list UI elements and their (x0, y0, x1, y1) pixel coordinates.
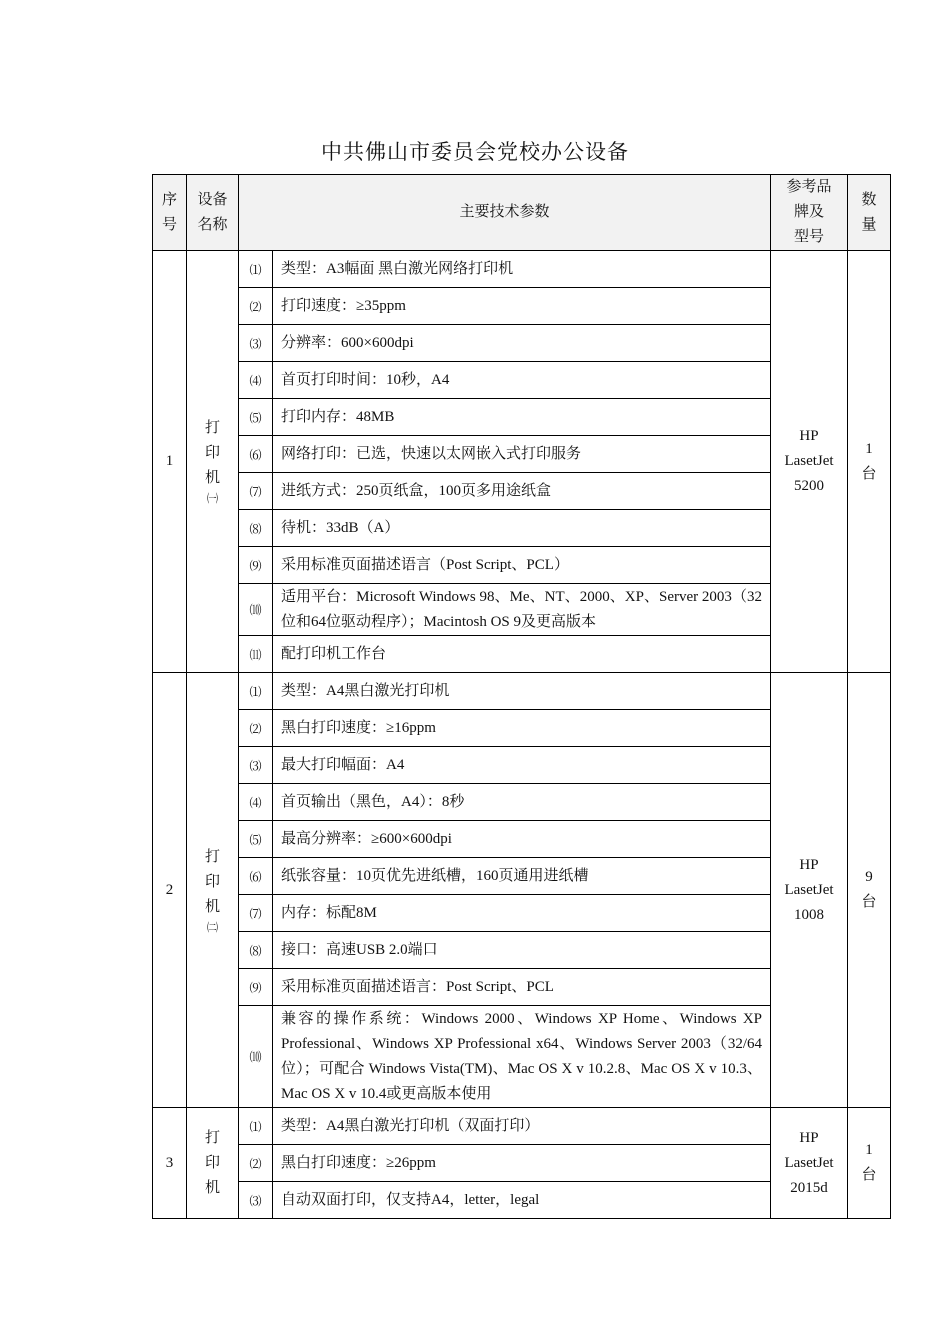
table-header-row (153, 175, 891, 251)
param-text: 纸张容量：10页优先进纸槽，160页通用进纸槽 (273, 858, 771, 895)
param-index: ⑶ (239, 325, 273, 362)
param-text: 内存：标配8M (273, 895, 771, 932)
param-text: 配打印机工作台 (273, 636, 771, 673)
device-name (187, 673, 239, 1108)
row-number: 1 (153, 251, 187, 673)
param-index: ⑽ (239, 584, 273, 636)
table-row (153, 251, 891, 288)
param-text: 打印内存：48MB (273, 399, 771, 436)
brand-line: LasetJet (784, 1154, 834, 1171)
brand-line: HP (799, 856, 819, 873)
param-index: ⑴ (239, 251, 273, 288)
param-text: 首页打印时间：10秒，A4 (273, 362, 771, 399)
brand-model (771, 1108, 848, 1219)
param-index: ⑹ (239, 436, 273, 473)
quantity-line: 9 (865, 869, 873, 885)
header-qty: 数 量 (848, 175, 891, 251)
param-index: ⑼ (239, 547, 273, 584)
quantity (848, 1108, 891, 1219)
param-text: 最大打印幅面：A4 (273, 747, 771, 784)
device-name-sub: ㈠ (207, 493, 218, 505)
device-name-char: 机 (204, 470, 220, 486)
param-index: ⑸ (239, 821, 273, 858)
table-body (153, 251, 891, 1219)
brand-model (771, 673, 848, 1108)
param-text: 类型：A3幅面 黑白激光网络打印机 (273, 251, 771, 288)
quantity-line: 1 (865, 1142, 873, 1158)
param-text: 采用标准页面描述语言（Post Script、PCL） (273, 547, 771, 584)
device-name (187, 251, 239, 673)
param-text: 黑白打印速度：≥26ppm (273, 1145, 771, 1182)
device-name-sub: ㈡ (207, 921, 218, 934)
device-name-char: 印 (204, 873, 220, 890)
param-index: ⑶ (239, 747, 273, 784)
param-index: ⑵ (239, 710, 273, 747)
param-text: 类型：A4黑白激光打印机（双面打印） (273, 1108, 771, 1145)
param-index: ⑷ (239, 784, 273, 821)
param-index: ⑻ (239, 510, 273, 547)
device-name-char: 打 (204, 420, 220, 436)
device-name-char: 机 (204, 898, 220, 915)
param-index: ⑶ (239, 1182, 273, 1219)
param-text: 网络打印：已选，快速以太网嵌入式打印服务 (273, 436, 771, 473)
table-row (153, 1108, 891, 1145)
brand-line: 5200 (794, 478, 825, 494)
page-title: 中共佛山市委员会党校办公设备 (321, 140, 629, 164)
param-text: 分辨率：600×600dpi (273, 325, 771, 362)
param-text: 适用平台：Microsoft Windows 98、Me、NT、2000、XP、Server 2003（32位和64位驱动程序）；Macintosh OS 9及更高版本 (273, 584, 771, 636)
param-text: 打印速度：≥35ppm (273, 288, 771, 325)
param-index: ⑹ (239, 858, 273, 895)
param-text: 最高分辨率：≥600×600dpi (273, 821, 771, 858)
device-name-char: 印 (204, 1154, 220, 1171)
param-index: ⑺ (239, 895, 273, 932)
param-text: 兼容的操作系统：Windows 2000、Windows XP Home、Windows XP Professional、Windows XP Professional x64、Windows Server 2003（32/64位）；可配合 Windows Vista(TM)、Mac OS X v 10.2.8、Mac OS X v 10.3、Mac OS X v 10.4或更高版本使用 (273, 1006, 771, 1108)
param-text: 首页输出（黑色，A4）：8秒 (273, 784, 771, 821)
brand-model (771, 251, 848, 673)
quantity-line: 台 (861, 1167, 877, 1183)
quantity (848, 673, 891, 1108)
quantity (848, 251, 891, 673)
param-index: ⑽ (239, 1006, 273, 1108)
device-name-char: 印 (204, 445, 220, 461)
param-index: ⑴ (239, 1108, 273, 1145)
header-params: 主要技术参数 (239, 175, 771, 251)
param-index: ⑵ (239, 1145, 273, 1182)
param-index: ⑺ (239, 473, 273, 510)
param-index: ⑷ (239, 362, 273, 399)
param-index: ⑸ (239, 399, 273, 436)
brand-line: HP (799, 1129, 819, 1146)
param-index: ⑼ (239, 969, 273, 1006)
row-number: 3 (153, 1108, 187, 1219)
device-name-char: 打 (204, 1129, 220, 1146)
device-name-char: 机 (204, 1179, 220, 1196)
quantity-line: 台 (861, 894, 877, 910)
param-text: 黑白打印速度：≥16ppm (273, 710, 771, 747)
table-row (153, 673, 891, 710)
device-name-char: 打 (204, 848, 220, 865)
param-text: 待机：33dB（A） (273, 510, 771, 547)
device-name (187, 1108, 239, 1219)
param-text: 类型：A4黑白激光打印机 (273, 673, 771, 710)
equipment-table (152, 174, 891, 1219)
param-text: 进纸方式：250页纸盒，100页多用途纸盒 (273, 473, 771, 510)
brand-line: LasetJet (784, 453, 834, 469)
param-text: 自动双面打印，仅支持A4，letter，legal (273, 1182, 771, 1219)
quantity-line: 1 (865, 440, 873, 457)
row-number: 2 (153, 673, 187, 1108)
param-index: ⑵ (239, 288, 273, 325)
param-index: ⑴ (239, 673, 273, 710)
param-index: ⑻ (239, 932, 273, 969)
header-brand: 参考品 牌及 型号 (771, 175, 848, 251)
brand-line: 2015d (790, 1179, 828, 1196)
quantity-line: 台 (861, 465, 877, 482)
param-text: 采用标准页面描述语言：Post Script、PCL (273, 969, 771, 1006)
brand-line: LasetJet (784, 881, 834, 898)
param-text: 接口：高速USB 2.0端口 (273, 932, 771, 969)
param-index: ⑾ (239, 636, 273, 673)
brand-line: 1008 (794, 906, 825, 923)
header-name: 设备 名称 (187, 175, 239, 251)
brand-line: HP (799, 428, 819, 444)
header-no: 序 号 (153, 175, 187, 251)
